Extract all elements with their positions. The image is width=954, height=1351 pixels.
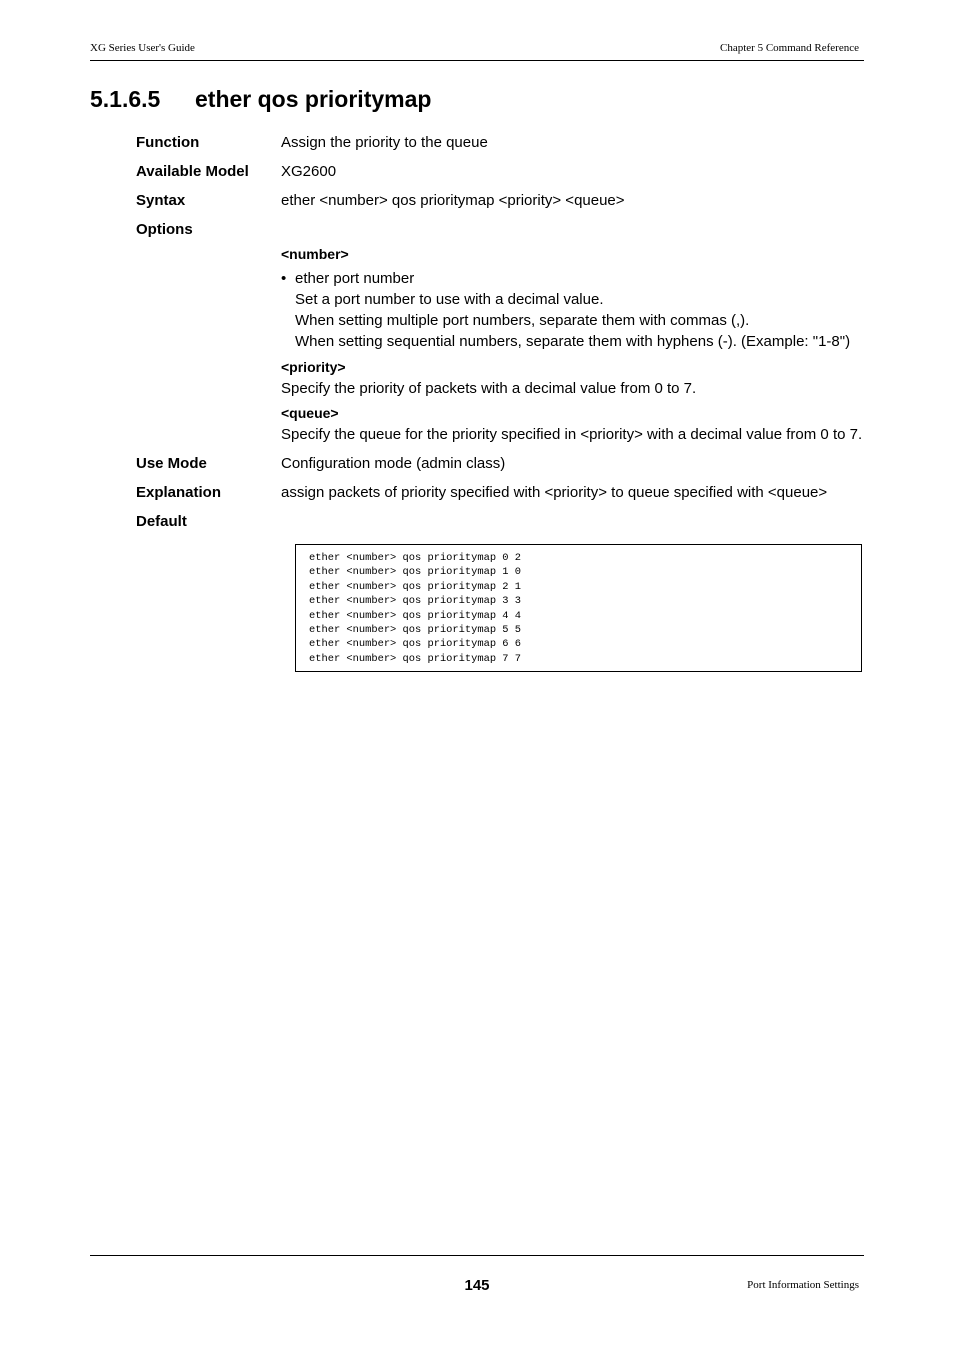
code-line: ether <number> qos prioritymap 1 0 <box>309 566 522 579</box>
option-number-line: Set a port number to use with a decimal value. <box>295 291 604 308</box>
section-heading <box>90 86 431 113</box>
available-model-value: XG2600 <box>281 163 337 180</box>
page-number: 145 <box>464 1277 490 1294</box>
explanation-label: Explanation <box>136 484 222 501</box>
bullet-marker: • <box>281 270 287 287</box>
section-number: 5.1.6.5 <box>90 86 161 112</box>
options-label: Options <box>136 221 193 238</box>
use-mode-value: Configuration mode (admin class) <box>281 455 506 472</box>
explanation-value: assign packets of priority specified with <priority> to queue specified with <queue> <box>281 484 828 501</box>
header-chapter-title: Chapter 5 Command Reference <box>720 42 859 54</box>
section-title: ether qos prioritymap <box>195 86 432 112</box>
code-line: ether <number> qos prioritymap 0 2 <box>309 552 522 564</box>
code-line: ether <number> qos prioritymap 7 7 <box>309 652 522 665</box>
option-priority-heading: <priority> <box>281 359 346 375</box>
use-mode-label: Use Mode <box>136 455 207 472</box>
function-value: Assign the priority to the queue <box>281 134 488 151</box>
header-guide-title: XG Series User's Guide <box>90 42 195 54</box>
footer-divider <box>90 1255 864 1256</box>
code-line: ether <number> qos prioritymap 3 3 <box>309 595 522 608</box>
code-line: ether <number> qos prioritymap 5 5 <box>309 624 522 637</box>
code-line: ether <number> qos prioritymap 6 6 <box>309 638 522 651</box>
code-line: ether <number> qos prioritymap 4 4 <box>309 609 522 622</box>
option-number-item: ether port number <box>295 270 415 287</box>
option-queue-heading: <queue> <box>281 405 339 421</box>
option-number-line: When setting sequential numbers, separate them with hyphens (-). (Example: "1-8") <box>295 333 851 350</box>
syntax-label: Syntax <box>136 192 186 209</box>
option-queue-text: Specify the queue for the priority specified in <priority> with a decimal value from 0 to 7. <box>281 426 863 443</box>
code-line: ether <number> qos prioritymap 2 1 <box>309 580 522 593</box>
option-priority-text: Specify the priority of packets with a decimal value from 0 to 7. <box>281 380 697 397</box>
default-code-block <box>295 544 862 672</box>
footer-section-title: Port Information Settings <box>747 1279 859 1291</box>
available-model-label: Available Model <box>136 163 249 180</box>
default-label: Default <box>136 513 187 530</box>
option-number-heading: <number> <box>281 246 349 262</box>
function-label: Function <box>136 134 200 151</box>
option-number-line: When setting multiple port numbers, separate them with commas (,). <box>295 312 750 329</box>
header-divider <box>90 60 864 61</box>
syntax-value: ether <number> qos prioritymap <priority> <queue> <box>281 192 625 209</box>
